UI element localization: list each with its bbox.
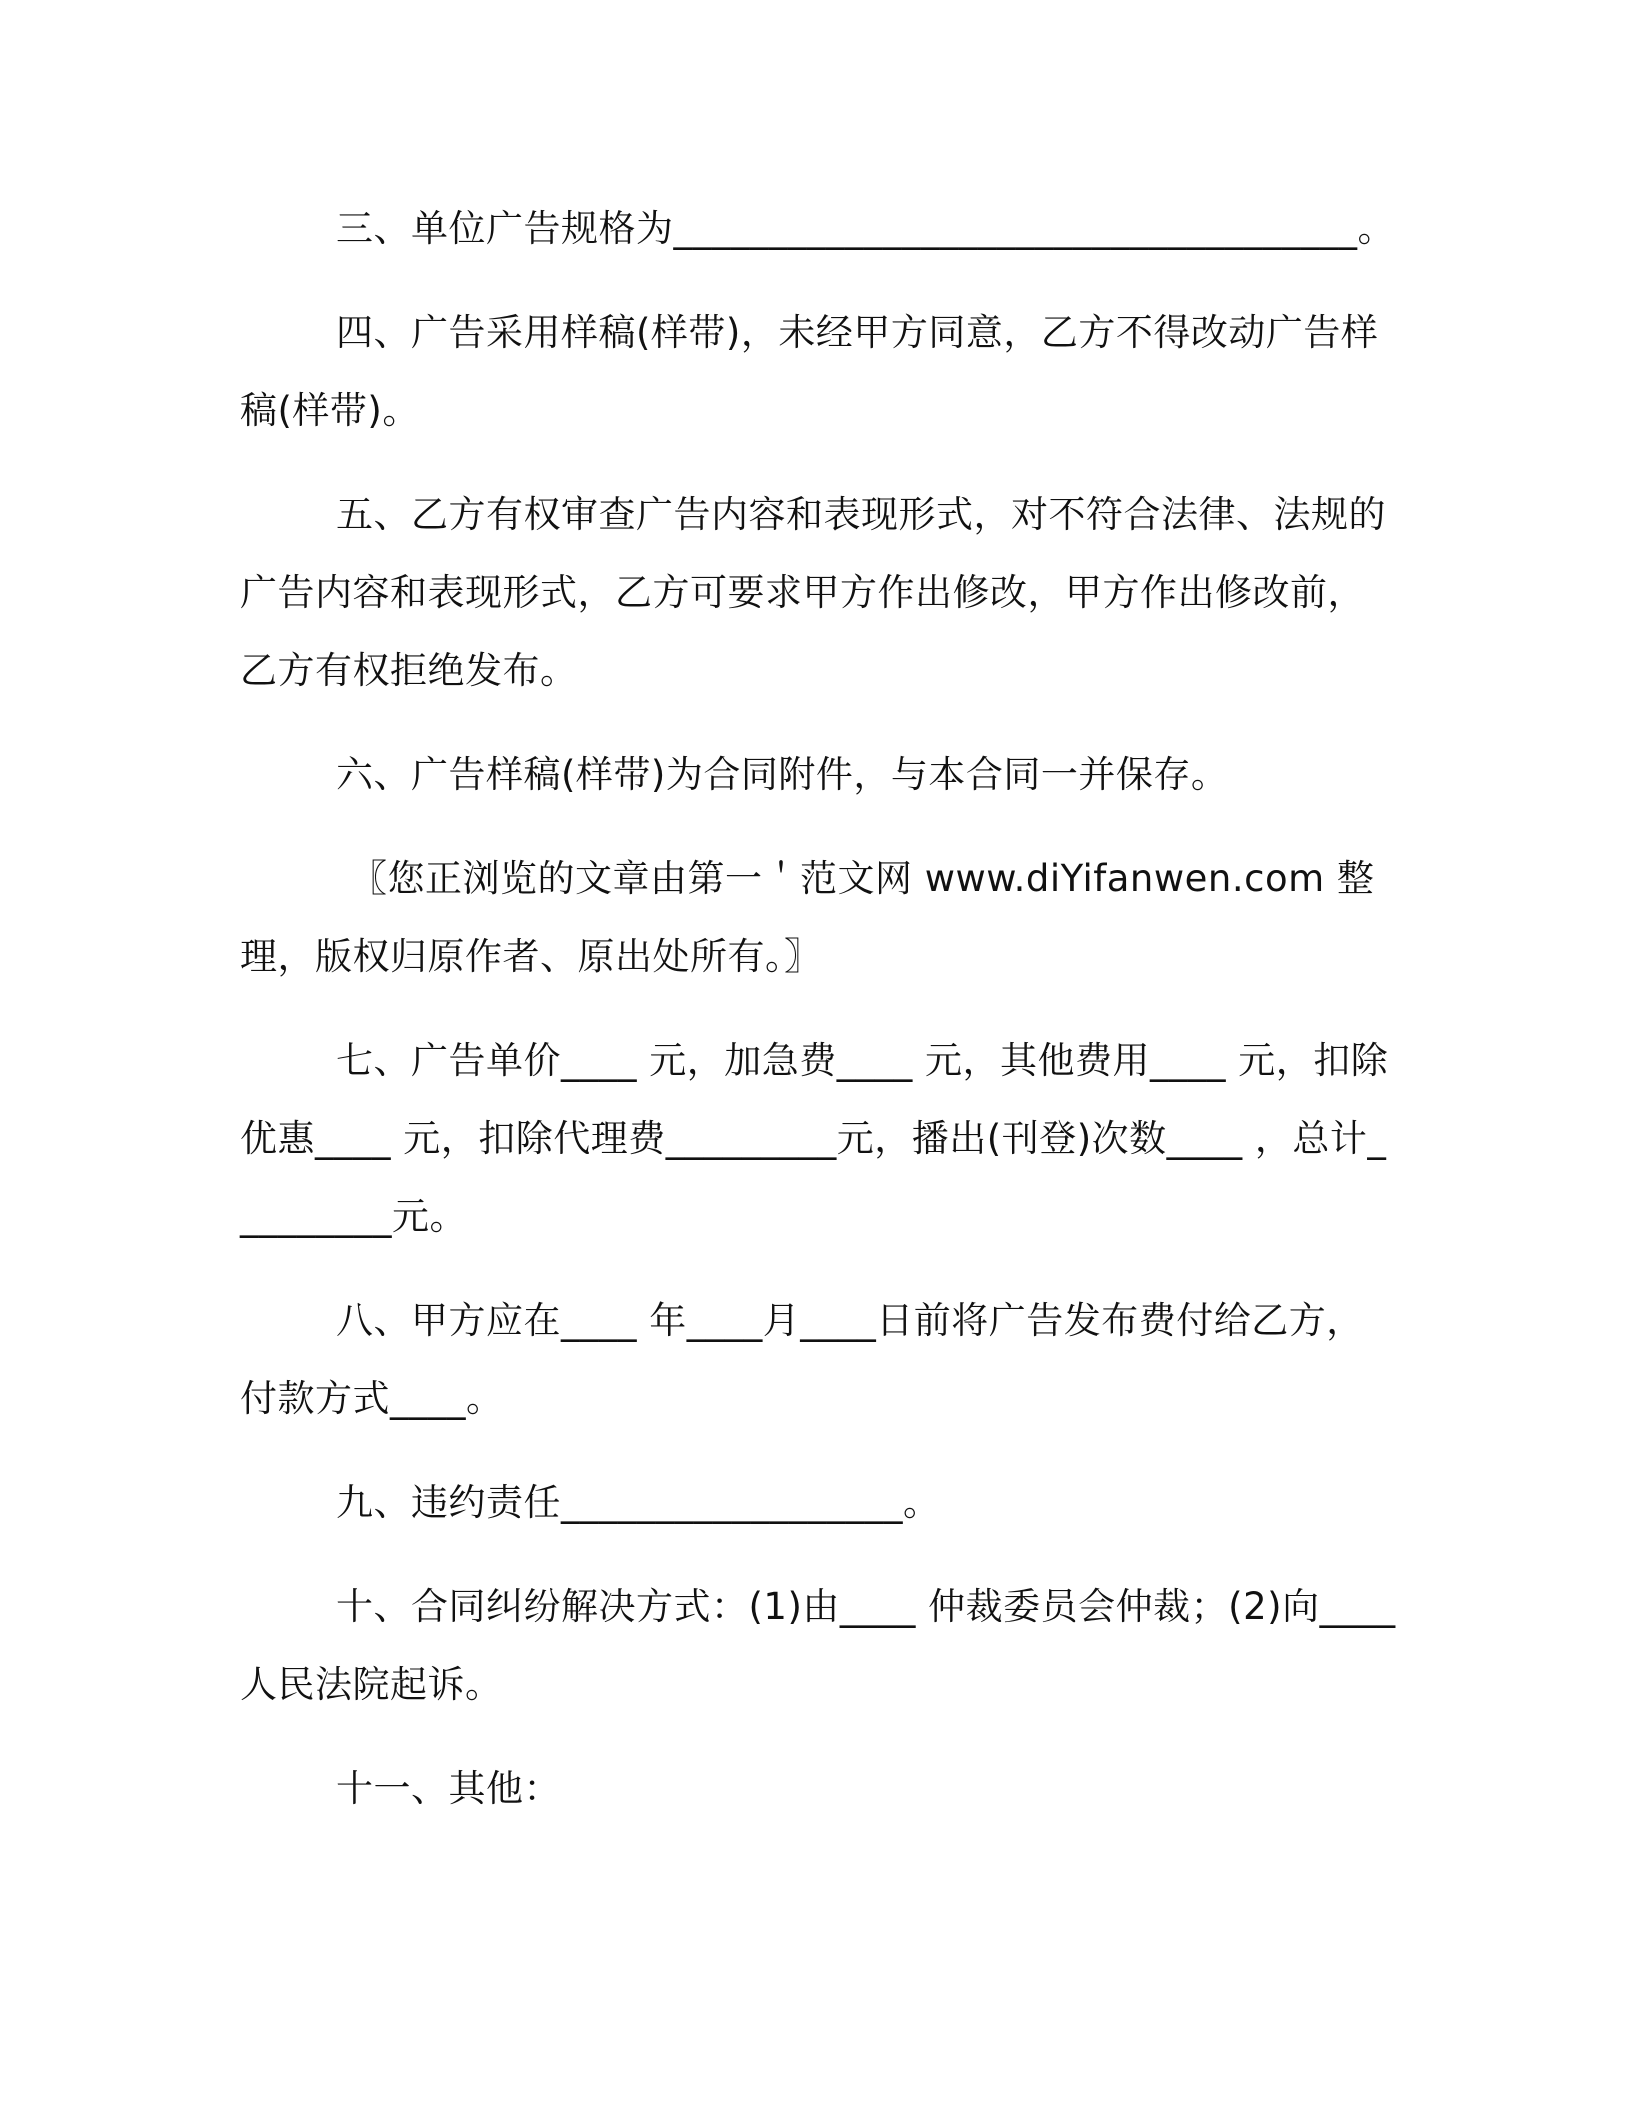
clause-9-breach-liability: 九、违约责任__________________。	[336, 1481, 941, 1524]
clause-5-content-review: 五、乙方有权审查广告内容和表现形式，对不符合法律、法规的广告内容和表现形式，乙方可要求甲方作出修改，甲方作出修改前，乙方有权拒绝发布。	[240, 493, 1386, 692]
clause-4-sample-draft: 四、广告采用样稿(样带)，未经甲方同意，乙方不得改动广告样稿(样带)。	[240, 311, 1379, 432]
document-body	[240, 190, 1400, 1828]
clause-6-contract-attachment: 六、广告样稿(样带)为合同附件，与本合同一并保存。	[336, 753, 1229, 796]
clause-8-payment: 八、甲方应在____ 年____月____日前将广告发布费付给乙方，付款方式____。	[240, 1299, 1364, 1420]
clause-3-ad-specification: 三、单位广告规格为____________________________________。	[336, 207, 1395, 250]
clause-10-dispute-resolution: 十、合同纠纷解决方式：(1)由____ 仲裁委员会仲裁；(2)向____ 人民法院起诉。	[240, 1585, 1396, 1706]
clause-11-other: 十一、其他：	[336, 1767, 561, 1810]
source-watermark-note: 〖您正浏览的文章由第一＇范文网 www.diYifanwen.com 整理，版权归原作者、原出处所有。〗	[240, 857, 1375, 978]
clause-7-fees: 七、广告单价____ 元，加急费____ 元，其他费用____ 元，扣除优惠____ 元，扣除代理费_________元，播出(刊登)次数____ ，总计_________元。	[240, 1039, 1389, 1238]
